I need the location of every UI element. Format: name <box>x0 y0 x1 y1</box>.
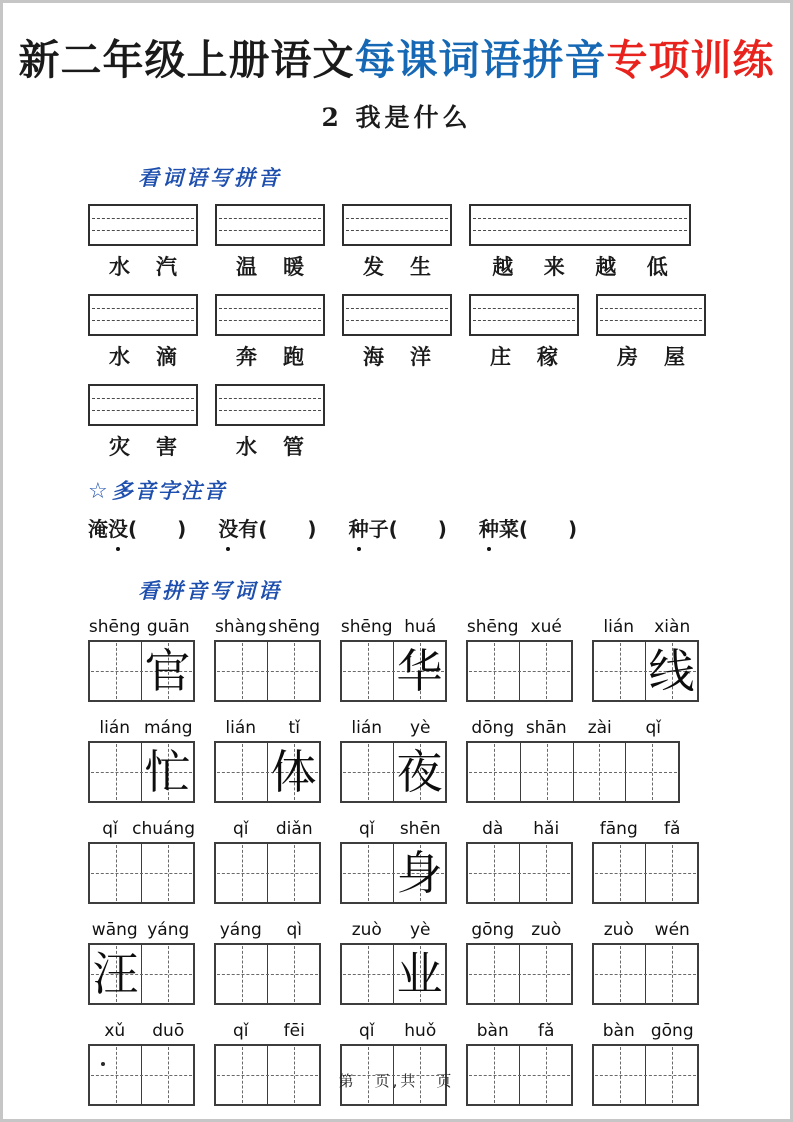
word-item <box>215 384 325 461</box>
pinyin-grid-row <box>88 819 790 904</box>
pinyin-label <box>466 1021 573 1041</box>
word-row-group <box>88 384 790 461</box>
word-label <box>596 341 706 371</box>
character-cell <box>90 945 141 1003</box>
word-label <box>88 431 198 461</box>
character-grid <box>466 640 573 702</box>
word-char: 发 <box>363 254 384 279</box>
pinyin-grid-item <box>88 920 195 1005</box>
pinyin-syllable: duō <box>152 1021 185 1041</box>
filled-character: 身 <box>396 846 443 900</box>
character-cell <box>625 743 678 801</box>
pinyin-grid-item <box>88 1021 195 1106</box>
pinyin-answer-strip <box>342 204 452 246</box>
character-grid <box>88 640 195 702</box>
dashed-guide-line <box>473 230 687 231</box>
section-header-look-write-pinyin: 看词语写拼音 <box>138 166 282 190</box>
character-cell <box>141 743 193 801</box>
pinyin-syllable: shēng <box>88 617 141 637</box>
character-cell <box>645 642 697 700</box>
character-cell <box>393 642 445 700</box>
word-char: 跑 <box>283 344 304 369</box>
polyphone-exercise-line <box>88 513 790 547</box>
word-char: 生 <box>410 254 431 279</box>
word-char: 屋 <box>664 344 685 369</box>
character-cell <box>342 844 393 902</box>
pinyin-answer-strip <box>342 294 452 336</box>
lesson-title: 2 我是什么 <box>321 103 472 132</box>
pinyin-syllable: qǐ <box>358 819 375 839</box>
polyphone-char-dotted: 种 <box>349 513 369 542</box>
dashed-guide-line <box>92 218 194 219</box>
character-grid <box>466 943 573 1005</box>
pinyin-syllable: shēn <box>399 819 441 839</box>
title-part-blue: 每课词语拼音 <box>354 36 607 84</box>
character-grid <box>88 842 195 904</box>
word-char: 洋 <box>410 344 431 369</box>
pinyin-label <box>340 920 447 940</box>
filled-character: 线 <box>648 644 695 698</box>
character-grid <box>592 943 699 1005</box>
word-item <box>215 204 325 281</box>
pinyin-syllable: lián <box>99 718 131 738</box>
dashed-guide-line <box>92 320 194 321</box>
pinyin-syllable: gōng <box>650 1021 694 1041</box>
stray-dot-mark <box>101 1062 105 1066</box>
dashed-guide-line <box>92 308 194 309</box>
character-cell <box>267 642 319 700</box>
pinyin-syllable: lián <box>351 718 383 738</box>
word-char: 越 <box>595 254 617 279</box>
pinyin-grid-item <box>214 920 321 1005</box>
character-cell <box>216 743 267 801</box>
character-cell <box>216 945 267 1003</box>
word-char: 滴 <box>156 344 177 369</box>
word-item <box>469 294 579 371</box>
pinyin-syllable: bàn <box>476 1021 509 1041</box>
pinyin-syllable: dà <box>482 819 504 839</box>
word-label <box>469 341 579 371</box>
page-title <box>3 27 790 86</box>
pinyin-syllable: fǎ <box>664 819 681 839</box>
word-label <box>215 251 325 281</box>
character-cell <box>393 743 445 801</box>
pinyin-syllable: wén <box>654 920 690 940</box>
word-item <box>469 204 691 281</box>
word-row-group <box>88 294 790 371</box>
polyphone-item <box>88 513 186 547</box>
dashed-guide-line <box>219 398 321 399</box>
character-cell <box>267 743 319 801</box>
pinyin-label <box>214 718 321 738</box>
pinyin-grid-item <box>466 617 573 702</box>
dashed-guide-line <box>346 230 448 231</box>
word-label <box>215 431 325 461</box>
pinyin-grid-item <box>592 1021 699 1106</box>
pinyin-answer-strip <box>88 204 198 246</box>
pinyin-grid-row <box>88 920 790 1005</box>
character-grid <box>340 842 447 904</box>
pinyin-syllable: máng <box>143 718 193 738</box>
word-char: 水 <box>109 254 130 279</box>
word-label <box>88 251 198 281</box>
word-char: 来 <box>543 254 565 279</box>
pinyin-syllable: xiàn <box>654 617 691 637</box>
pinyin-label <box>340 718 447 738</box>
dashed-guide-line <box>219 230 321 231</box>
pinyin-syllable: guān <box>146 617 190 637</box>
character-cell <box>594 844 645 902</box>
dashed-guide-line <box>219 308 321 309</box>
pinyin-label <box>88 617 195 637</box>
dashed-guide-line <box>600 320 702 321</box>
pinyin-syllable: xǔ <box>104 1021 126 1041</box>
pinyin-syllable: huǒ <box>404 1021 437 1041</box>
word-char: 稼 <box>537 344 558 369</box>
dashed-guide-line <box>92 410 194 411</box>
dashed-guide-line <box>92 398 194 399</box>
character-grid <box>340 943 447 1005</box>
pinyin-grid-item <box>592 617 699 702</box>
word-item <box>88 384 198 461</box>
character-cell <box>90 743 141 801</box>
pinyin-grid-item <box>340 718 447 803</box>
filled-character: 夜 <box>396 745 443 799</box>
pinyin-syllable: shān <box>525 718 567 738</box>
word-item <box>596 294 706 371</box>
pinyin-label <box>466 718 680 738</box>
pinyin-grid-item <box>88 617 195 702</box>
pinyin-syllable: zuò <box>351 920 382 940</box>
word-label <box>215 341 325 371</box>
dashed-guide-line <box>346 320 448 321</box>
character-grid <box>340 640 447 702</box>
character-cell <box>468 945 519 1003</box>
pinyin-grid-item <box>340 1021 447 1106</box>
pinyin-syllable: shēng <box>340 617 393 637</box>
word-label <box>469 251 691 281</box>
pinyin-syllable: wāng <box>91 920 138 940</box>
polyphone-item <box>349 513 447 547</box>
character-grid <box>214 640 321 702</box>
polyphones-header-label: 多音字注音 <box>111 479 227 503</box>
word-label <box>88 341 198 371</box>
character-grid <box>466 842 573 904</box>
pinyin-grid-item <box>340 819 447 904</box>
character-cell <box>573 743 626 801</box>
pinyin-label <box>340 617 447 637</box>
character-cell <box>141 642 193 700</box>
pinyin-syllable: shēng <box>466 617 519 637</box>
pinyin-label <box>592 920 699 940</box>
word-char: 汽 <box>156 254 177 279</box>
filled-character: 业 <box>396 947 443 1001</box>
pinyin-answer-strip <box>215 294 325 336</box>
pinyin-label <box>592 1021 699 1041</box>
character-grid <box>214 943 321 1005</box>
character-cell <box>520 743 573 801</box>
dashed-guide-line <box>219 320 321 321</box>
pinyin-grid-item <box>214 617 321 702</box>
section-header-read-pinyin-write-words: 看拼音写词语 <box>138 579 282 603</box>
character-cell <box>216 642 267 700</box>
pinyin-label <box>88 920 195 940</box>
pinyin-syllable: shàng <box>214 617 267 637</box>
pinyin-syllable: diǎn <box>275 819 313 839</box>
dashed-guide-line <box>473 308 575 309</box>
pinyin-syllable: chuáng <box>132 819 195 839</box>
pinyin-syllable: qǐ <box>358 1021 375 1041</box>
filled-character: 官 <box>144 644 191 698</box>
word-char: 灾 <box>109 434 130 459</box>
word-char: 害 <box>156 434 177 459</box>
character-cell <box>393 945 445 1003</box>
character-grid <box>592 640 699 702</box>
pinyin-syllable: tǐ <box>288 718 300 738</box>
pinyin-answer-strip <box>596 294 706 336</box>
pinyin-grid-item <box>340 920 447 1005</box>
dashed-guide-line <box>346 308 448 309</box>
pinyin-syllable: zuò <box>531 920 562 940</box>
word-item <box>88 294 198 371</box>
pinyin-label <box>88 1021 195 1041</box>
character-cell <box>267 844 319 902</box>
star-icon: ☆ <box>88 479 110 504</box>
filled-character: 忙 <box>144 745 191 799</box>
pinyin-label <box>340 1021 447 1041</box>
character-cell <box>342 945 393 1003</box>
character-grid <box>88 741 195 803</box>
pinyin-grid-item <box>466 718 680 803</box>
answer-parentheses: ( ) <box>518 517 578 541</box>
character-cell <box>393 844 445 902</box>
pinyin-syllable: fǎ <box>538 1021 555 1041</box>
pinyin-syllable: dōng <box>471 718 515 738</box>
pinyin-grid-row <box>88 1021 790 1106</box>
character-cell <box>645 945 697 1003</box>
pinyin-grid-item <box>88 819 195 904</box>
pinyin-syllable: xué <box>530 617 562 637</box>
filled-character: 华 <box>396 644 443 698</box>
section-read-pinyin-write-words-rows <box>88 617 790 1106</box>
pinyin-label <box>214 1021 321 1041</box>
character-cell <box>342 642 393 700</box>
pinyin-syllable: qǐ <box>645 718 661 738</box>
character-cell <box>645 844 697 902</box>
word-char: 房 <box>617 344 638 369</box>
pinyin-answer-strip <box>469 294 579 336</box>
pinyin-syllable: yè <box>409 920 431 940</box>
character-cell <box>342 743 393 801</box>
polyphone-char: 菜 <box>498 517 519 541</box>
pinyin-label <box>466 617 573 637</box>
pinyin-syllable: shēng <box>268 617 321 637</box>
pinyin-syllable: qǐ <box>102 819 118 839</box>
word-item <box>342 204 452 281</box>
character-cell <box>216 844 267 902</box>
answer-parentheses: ( ) <box>258 517 317 541</box>
dashed-guide-line <box>473 320 575 321</box>
pinyin-syllable: gōng <box>471 920 515 940</box>
word-item <box>215 294 325 371</box>
polyphone-item <box>218 513 316 547</box>
word-item <box>342 294 452 371</box>
pinyin-label <box>592 819 699 839</box>
pinyin-answer-strip <box>215 204 325 246</box>
dashed-guide-line <box>346 218 448 219</box>
pinyin-grid-item <box>88 718 195 803</box>
character-cell <box>594 945 645 1003</box>
pinyin-grid-item <box>214 718 321 803</box>
section-header-polyphones <box>88 475 790 505</box>
pinyin-grid-row <box>88 617 790 702</box>
pinyin-syllable: yáng <box>147 920 190 940</box>
polyphone-char-dotted: 没 <box>218 513 238 542</box>
character-cell <box>90 844 141 902</box>
pinyin-grid-item <box>214 819 321 904</box>
pinyin-syllable: qǐ <box>232 819 249 839</box>
polyphone-char-dotted: 没 <box>108 513 128 542</box>
character-cell <box>468 642 519 700</box>
word-char: 越 <box>492 254 514 279</box>
character-cell <box>519 945 571 1003</box>
pinyin-grid-item <box>592 819 699 904</box>
character-cell <box>468 844 519 902</box>
dashed-guide-line <box>600 308 702 309</box>
pinyin-grid-item <box>466 1021 573 1106</box>
character-grid <box>88 943 195 1005</box>
filled-character: 体 <box>270 745 317 799</box>
word-char: 暖 <box>283 254 304 279</box>
pinyin-grid-item <box>340 617 447 702</box>
character-cell <box>594 642 645 700</box>
pinyin-label <box>466 819 573 839</box>
character-grid <box>466 741 680 803</box>
character-cell <box>90 642 141 700</box>
pinyin-label <box>592 617 699 637</box>
character-grid <box>592 842 699 904</box>
answer-parentheses: ( ) <box>128 517 187 541</box>
pinyin-syllable: fēi <box>283 1021 305 1041</box>
pinyin-grid-item <box>592 920 699 1005</box>
character-grid <box>214 741 321 803</box>
pinyin-syllable: yáng <box>219 920 262 940</box>
pinyin-answer-strip <box>215 384 325 426</box>
pinyin-label <box>214 819 321 839</box>
pinyin-label <box>466 920 573 940</box>
word-label <box>342 251 452 281</box>
word-char: 水 <box>236 434 257 459</box>
character-cell <box>141 945 193 1003</box>
pinyin-syllable: zài <box>587 718 612 738</box>
pinyin-label <box>88 718 195 738</box>
word-char: 管 <box>283 434 304 459</box>
word-label <box>342 341 452 371</box>
pinyin-syllable: yè <box>409 718 431 738</box>
pinyin-syllable: hǎi <box>533 819 560 839</box>
pinyin-syllable: qì <box>286 920 302 940</box>
pinyin-syllable: zuò <box>603 920 634 940</box>
character-grid <box>214 842 321 904</box>
character-cell <box>468 743 520 801</box>
pinyin-syllable: lián <box>603 617 635 637</box>
polyphone-char: 有 <box>238 517 259 541</box>
dashed-guide-line <box>219 410 321 411</box>
pinyin-answer-strip <box>88 384 198 426</box>
dashed-guide-line <box>219 218 321 219</box>
polyphone-char: 淹 <box>88 517 108 541</box>
character-cell <box>267 945 319 1003</box>
word-char: 温 <box>236 254 257 279</box>
pinyin-label <box>214 617 321 637</box>
pinyin-label <box>340 819 447 839</box>
title-part-red: 专项训练 <box>606 36 775 84</box>
pinyin-syllable: lián <box>225 718 257 738</box>
pinyin-syllable: bàn <box>602 1021 635 1041</box>
polyphone-char-dotted: 种 <box>479 513 499 542</box>
word-char: 庄 <box>490 344 511 369</box>
word-char: 奔 <box>236 344 257 369</box>
page-footer: 第 页,共 页 <box>338 1072 455 1090</box>
dashed-guide-line <box>92 230 194 231</box>
filled-character: 汪 <box>92 947 139 1001</box>
pinyin-answer-strip <box>469 204 691 246</box>
pinyin-grid-item <box>466 819 573 904</box>
pinyin-syllable: qǐ <box>232 1021 249 1041</box>
pinyin-label <box>88 819 195 839</box>
character-grid <box>340 741 447 803</box>
word-row-group <box>88 204 790 281</box>
pinyin-label <box>214 920 321 940</box>
pinyin-syllable: fāng <box>599 819 638 839</box>
character-cell <box>141 844 193 902</box>
character-cell <box>519 844 571 902</box>
section-look-write-pinyin-rows <box>88 204 790 461</box>
character-cell <box>519 642 571 700</box>
pinyin-answer-strip <box>88 294 198 336</box>
pinyin-syllable: huá <box>404 617 437 637</box>
answer-parentheses: ( ) <box>388 517 447 541</box>
word-char: 水 <box>109 344 130 369</box>
polyphone-char: 子 <box>368 517 389 541</box>
pinyin-grid-row <box>88 718 790 803</box>
word-char: 低 <box>646 254 668 279</box>
word-item <box>88 204 198 281</box>
word-char: 海 <box>363 344 384 369</box>
pinyin-grid-item <box>214 1021 321 1106</box>
title-part-black: 新二年级上册语文 <box>18 36 355 84</box>
polyphone-item <box>479 513 577 547</box>
pinyin-grid-item <box>466 920 573 1005</box>
dashed-guide-line <box>473 218 687 219</box>
